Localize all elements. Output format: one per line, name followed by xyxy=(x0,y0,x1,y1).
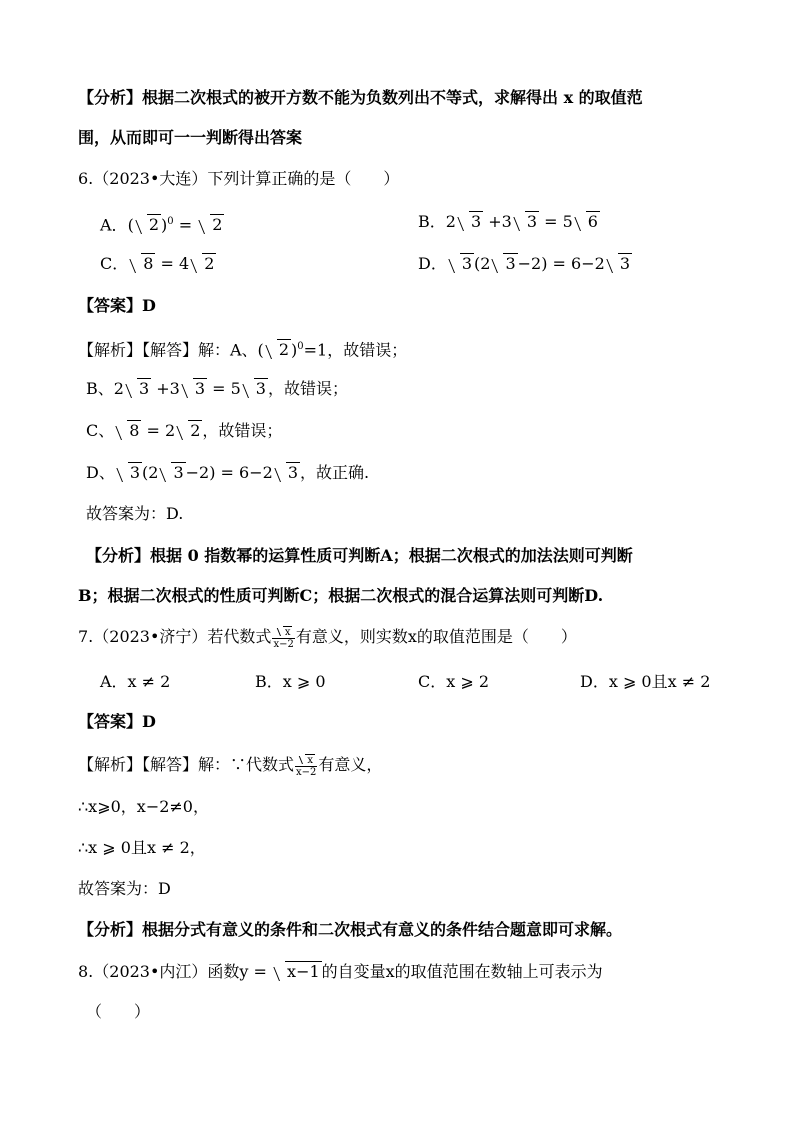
q6-option-a: A．( 2 )$^0$ = 2 xyxy=(100,208,224,239)
q6-solution-c: C、 8 = 2 2 ，故错误； xyxy=(86,417,754,445)
q6-solution-a: 【解析】【解答】解：A、( 2 )$^0$=1，故错误； xyxy=(78,333,754,361)
q6-option-d: D． 3 (2 3 −2) = 6−2 3 xyxy=(418,250,632,278)
q6-options-row1 xyxy=(100,208,754,236)
analysis-q5-line1: 【分析】根据二次根式的被开方数不能为负数列出不等式，求解得出 x 的取值范 xyxy=(78,88,643,107)
q6-stem: 6.（2023•大连）下列计算正确的是（ ） xyxy=(78,169,400,188)
q7-solution-line1: 【解析】【解答】解：∵代数式 $\frac{x}{x-2}$ 有意义， xyxy=(78,754,383,778)
q6-answer: 【答案】D xyxy=(78,296,156,315)
q6-option-c: C． 8 = 4 2 xyxy=(100,250,216,278)
q6-solution-d: D、 3 (2 3 −2) = 6−2 3 ，故正确. xyxy=(86,459,754,487)
q7-analysis: 【分析】根据分式有意义的条件和二次根式有意义的条件结合题意即可求解。 xyxy=(78,920,623,939)
q7-fraction: $\frac{x}{x-2}$ xyxy=(273,626,294,650)
q7-solution-line2: ∴x⩾0，x−2≠0， xyxy=(78,797,209,816)
q7-option-c: C．x ⩾ 2 xyxy=(418,672,490,691)
q8-answer-paren: （ ） xyxy=(86,1002,151,1021)
q7-solution-line3: ∴x ⩾ 0且x ≠ 2， xyxy=(78,838,206,857)
q6-solution-b: B、2 3 +3 3 = 5 3 ，故错误； xyxy=(86,375,754,403)
q7-options xyxy=(100,668,754,696)
q7-option-b: B．x ⩾ 0 xyxy=(255,672,326,691)
q8-stem: 8.（2023•内江）函数y = x−1 的自变量x的取值范围在数轴上可表示为 xyxy=(78,958,754,986)
q6-analysis-line1: 【分析】根据 0 指数幂的运算性质可判断A；根据二次根式的加法法则可判断 xyxy=(86,546,633,565)
q7-stem: 7.（2023•济宁）若代数式 $\frac{x}{x-2}$ 有意义，则实数x的取值范围是（ ） xyxy=(78,626,577,650)
q7-solution-fraction: $\frac{x}{x-2}$ xyxy=(296,754,317,778)
q6-conclusion: 故答案为：D. xyxy=(86,504,184,523)
q7-answer: 【答案】D xyxy=(78,712,156,731)
q6-option-b: B．2 3 +3 3 = 5 6 xyxy=(418,208,600,236)
q6-options-row2 xyxy=(100,250,754,278)
analysis-q5-line2: 围，从而即可一一判断得出答案 xyxy=(78,128,303,147)
q6-analysis-line2: B；根据二次根式的性质可判断C；根据二次根式的混合运算法则可判断D. xyxy=(78,586,604,605)
q7-option-a: A．x ≠ 2 xyxy=(100,672,171,691)
q7-conclusion: 故答案为：D xyxy=(78,879,171,898)
q7-option-d: D．x ⩾ 0且x ≠ 2 xyxy=(580,672,711,691)
